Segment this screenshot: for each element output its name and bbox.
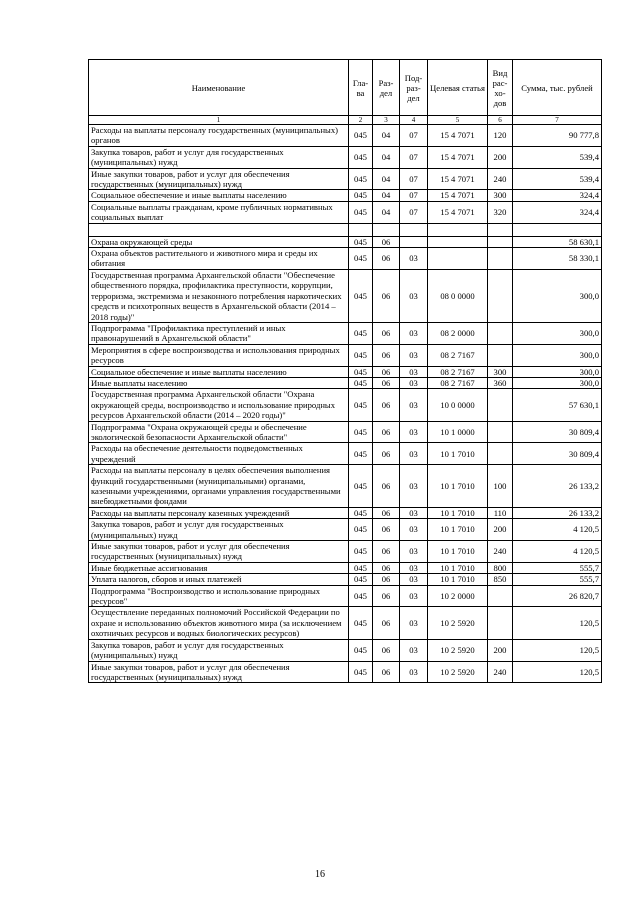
row-glava: 045 — [349, 585, 373, 607]
row-razdel: 06 — [373, 585, 400, 607]
row-statya — [428, 223, 488, 236]
row-razdel: 06 — [373, 366, 400, 377]
row-name: Иные выплаты населению — [89, 377, 349, 388]
row-glava: 045 — [349, 201, 373, 223]
row-sum: 324,4 — [513, 201, 602, 223]
row-name: Государственная программа Архангельской области "Охрана окружающей среды, воспроизводство и использование природных ресурсов Архангельской области (2014 – 2020 годы)" — [89, 389, 349, 421]
column-header-vid: Вид рас-хо-дов — [488, 60, 513, 116]
row-statya: 08 0 0000 — [428, 269, 488, 322]
row-statya — [428, 236, 488, 247]
row-vid: 200 — [488, 146, 513, 168]
row-vid: 360 — [488, 377, 513, 388]
row-razdel: 06 — [373, 507, 400, 518]
table-row — [89, 541, 602, 563]
column-number: 7 — [513, 116, 602, 125]
row-statya: 15 4 7071 — [428, 190, 488, 201]
row-sum: 30 809,4 — [513, 443, 602, 465]
row-vid: 200 — [488, 519, 513, 541]
row-razdel: 06 — [373, 236, 400, 247]
row-glava: 045 — [349, 607, 373, 639]
row-name: Расходы на выплаты персоналу в целях обеспечения выполнения функций государственными (муниципальными) органами, казенными учреждениями, органами управления государственными внебюджетными фондами — [89, 465, 349, 508]
row-podrazdel: 03 — [400, 389, 428, 421]
row-name — [89, 223, 349, 236]
row-glava: 045 — [349, 574, 373, 585]
row-podrazdel: 03 — [400, 639, 428, 661]
row-glava: 045 — [349, 389, 373, 421]
column-header-glava: Гла-ва — [349, 60, 373, 116]
table-row — [89, 344, 602, 366]
table-row — [89, 146, 602, 168]
column-header-statya: Целевая статья — [428, 60, 488, 116]
row-vid — [488, 585, 513, 607]
row-podrazdel: 03 — [400, 562, 428, 573]
row-vid — [488, 344, 513, 366]
row-statya: 10 1 7010 — [428, 519, 488, 541]
row-glava: 045 — [349, 366, 373, 377]
row-glava: 045 — [349, 190, 373, 201]
row-glava: 045 — [349, 322, 373, 344]
table-row — [89, 248, 602, 270]
row-statya: 15 4 7071 — [428, 201, 488, 223]
row-razdel: 06 — [373, 607, 400, 639]
row-glava: 045 — [349, 661, 373, 683]
row-sum: 30 809,4 — [513, 421, 602, 443]
row-razdel: 06 — [373, 465, 400, 508]
row-glava: 045 — [349, 377, 373, 388]
row-razdel: 06 — [373, 639, 400, 661]
row-name: Иные закупки товаров, работ и услуг для обеспечения государственных (муниципальных) нужд — [89, 168, 349, 190]
row-podrazdel: 03 — [400, 443, 428, 465]
row-glava: 045 — [349, 146, 373, 168]
row-sum: 300,0 — [513, 377, 602, 388]
row-vid — [488, 236, 513, 247]
row-sum: 58 330,1 — [513, 248, 602, 270]
row-razdel — [373, 223, 400, 236]
row-razdel: 06 — [373, 322, 400, 344]
row-statya: 10 1 0000 — [428, 421, 488, 443]
row-statya: 10 1 7010 — [428, 541, 488, 563]
row-statya: 10 1 7010 — [428, 507, 488, 518]
row-podrazdel: 03 — [400, 322, 428, 344]
row-statya: 15 4 7071 — [428, 146, 488, 168]
table-row — [89, 465, 602, 508]
row-glava: 045 — [349, 236, 373, 247]
row-name: Осуществление переданных полномочий Российской Федерации по охране и использованию объектов животного мира (за исключением охотничьих ресурсов и водных биологических ресурсов) — [89, 607, 349, 639]
row-name: Закупка товаров, работ и услуг для государственных (муниципальных) нужд — [89, 146, 349, 168]
row-statya: 08 2 0000 — [428, 322, 488, 344]
row-statya: 08 2 7167 — [428, 366, 488, 377]
row-sum: 90 777,8 — [513, 125, 602, 147]
row-statya: 08 2 7167 — [428, 344, 488, 366]
row-vid — [488, 421, 513, 443]
row-sum: 58 630,1 — [513, 236, 602, 247]
row-podrazdel: 07 — [400, 125, 428, 147]
table-body — [89, 125, 602, 683]
row-podrazdel: 03 — [400, 421, 428, 443]
row-vid: 850 — [488, 574, 513, 585]
row-podrazdel — [400, 223, 428, 236]
row-podrazdel: 03 — [400, 344, 428, 366]
row-sum: 539,4 — [513, 168, 602, 190]
row-name: Социальное обеспечение и иные выплаты населению — [89, 366, 349, 377]
row-sum — [513, 223, 602, 236]
row-name: Подпрограмма "Воспроизводство и использование природных ресурсов" — [89, 585, 349, 607]
row-name: Расходы на обеспечение деятельности подведомственных учреждений — [89, 443, 349, 465]
row-glava: 045 — [349, 562, 373, 573]
row-statya: 10 2 5920 — [428, 661, 488, 683]
row-sum: 300,0 — [513, 344, 602, 366]
row-name: Расходы на выплаты персоналу государственных (муниципальных) органов — [89, 125, 349, 147]
row-vid — [488, 248, 513, 270]
row-name: Иные закупки товаров, работ и услуг для обеспечения государственных (муниципальных) нужд — [89, 661, 349, 683]
row-podrazdel: 03 — [400, 607, 428, 639]
row-razdel: 06 — [373, 541, 400, 563]
row-razdel: 04 — [373, 146, 400, 168]
row-name: Социальное обеспечение и иные выплаты населению — [89, 190, 349, 201]
table-row — [89, 585, 602, 607]
column-header-razdel: Раз-дел — [373, 60, 400, 116]
row-vid: 120 — [488, 125, 513, 147]
row-vid — [488, 443, 513, 465]
row-statya: 10 0 0000 — [428, 389, 488, 421]
column-header-podrazdel: Под-раз-дел — [400, 60, 428, 116]
row-podrazdel: 03 — [400, 574, 428, 585]
row-name: Подпрограмма "Охрана окружающей среды и обеспечение экологической безопасности Архангельской области" — [89, 421, 349, 443]
row-name: Государственная программа Архангельской области "Обеспечение общественного порядка, профилактика преступности, коррупции, терроризма, экстремизма и незаконного потребления наркотических средств и психотропных веществ в Архангельской области (2014 – 2018 годы)" — [89, 269, 349, 322]
column-number: 4 — [400, 116, 428, 125]
table-row — [89, 125, 602, 147]
row-razdel: 06 — [373, 248, 400, 270]
row-vid — [488, 389, 513, 421]
row-sum: 300,0 — [513, 366, 602, 377]
table-row — [89, 366, 602, 377]
row-podrazdel: 03 — [400, 541, 428, 563]
table-row — [89, 639, 602, 661]
table-row — [89, 377, 602, 388]
row-glava: 045 — [349, 168, 373, 190]
row-razdel: 06 — [373, 562, 400, 573]
row-podrazdel: 07 — [400, 146, 428, 168]
row-razdel: 04 — [373, 125, 400, 147]
row-vid: 300 — [488, 366, 513, 377]
table-row — [89, 661, 602, 683]
row-razdel: 06 — [373, 574, 400, 585]
column-number: 5 — [428, 116, 488, 125]
table-row — [89, 168, 602, 190]
row-sum: 324,4 — [513, 190, 602, 201]
table-row — [89, 562, 602, 573]
row-razdel: 06 — [373, 269, 400, 322]
row-podrazdel: 07 — [400, 168, 428, 190]
table-row — [89, 607, 602, 639]
row-vid — [488, 322, 513, 344]
row-statya: 10 2 0000 — [428, 585, 488, 607]
row-glava: 045 — [349, 344, 373, 366]
column-number: 3 — [373, 116, 400, 125]
column-header-name: Наименование — [89, 60, 349, 116]
row-glava: 045 — [349, 443, 373, 465]
row-glava: 045 — [349, 541, 373, 563]
column-number: 6 — [488, 116, 513, 125]
row-vid: 200 — [488, 639, 513, 661]
row-podrazdel — [400, 236, 428, 247]
row-vid — [488, 269, 513, 322]
row-statya: 08 2 7167 — [428, 377, 488, 388]
table-row — [89, 190, 602, 201]
table-row — [89, 507, 602, 518]
row-vid — [488, 223, 513, 236]
row-sum: 300,0 — [513, 269, 602, 322]
page-number: 16 — [315, 869, 325, 880]
row-vid: 100 — [488, 465, 513, 508]
row-sum: 26 133,2 — [513, 507, 602, 518]
row-sum: 120,5 — [513, 607, 602, 639]
row-glava: 045 — [349, 639, 373, 661]
row-glava: 045 — [349, 269, 373, 322]
table-row — [89, 269, 602, 322]
row-glava: 045 — [349, 507, 373, 518]
row-sum: 4 120,5 — [513, 519, 602, 541]
row-vid: 800 — [488, 562, 513, 573]
row-statya: 15 4 7071 — [428, 168, 488, 190]
row-vid: 240 — [488, 661, 513, 683]
row-razdel: 04 — [373, 190, 400, 201]
row-name: Охрана окружающей среды — [89, 236, 349, 247]
row-glava: 045 — [349, 421, 373, 443]
row-sum: 555,7 — [513, 562, 602, 573]
row-vid: 240 — [488, 541, 513, 563]
table-row — [89, 443, 602, 465]
table-row — [89, 322, 602, 344]
row-name: Социальные выплаты гражданам, кроме публичных нормативных социальных выплат — [89, 201, 349, 223]
row-statya: 10 2 5920 — [428, 607, 488, 639]
row-statya: 10 1 7010 — [428, 443, 488, 465]
row-sum: 26 133,2 — [513, 465, 602, 508]
row-statya: 10 1 7010 — [428, 465, 488, 508]
row-statya: 10 1 7010 — [428, 574, 488, 585]
row-glava: 045 — [349, 519, 373, 541]
row-name: Мероприятия в сфере воспроизводства и использования природных ресурсов — [89, 344, 349, 366]
row-name: Иные бюджетные ассигнования — [89, 562, 349, 573]
row-razdel: 06 — [373, 389, 400, 421]
header-row — [89, 60, 602, 116]
row-name: Закупка товаров, работ и услуг для государственных (муниципальных) нужд — [89, 519, 349, 541]
row-name: Охрана объектов растительного и животного мира и среды их обитания — [89, 248, 349, 270]
row-vid — [488, 607, 513, 639]
row-podrazdel: 03 — [400, 585, 428, 607]
row-sum: 539,4 — [513, 146, 602, 168]
row-glava: 045 — [349, 465, 373, 508]
row-podrazdel: 03 — [400, 248, 428, 270]
row-vid: 300 — [488, 190, 513, 201]
row-podrazdel: 03 — [400, 519, 428, 541]
table-row — [89, 574, 602, 585]
row-sum: 26 820,7 — [513, 585, 602, 607]
row-glava — [349, 223, 373, 236]
row-glava: 045 — [349, 248, 373, 270]
table-row — [89, 201, 602, 223]
row-podrazdel: 07 — [400, 201, 428, 223]
row-podrazdel: 03 — [400, 661, 428, 683]
row-podrazdel: 03 — [400, 377, 428, 388]
row-sum: 555,7 — [513, 574, 602, 585]
row-statya — [428, 248, 488, 270]
column-number-row — [89, 116, 602, 125]
row-razdel: 06 — [373, 344, 400, 366]
row-razdel: 06 — [373, 377, 400, 388]
row-razdel: 06 — [373, 443, 400, 465]
row-podrazdel: 03 — [400, 269, 428, 322]
row-glava: 045 — [349, 125, 373, 147]
row-statya: 15 4 7071 — [428, 125, 488, 147]
row-sum: 300,0 — [513, 322, 602, 344]
table-row — [89, 519, 602, 541]
table-row — [89, 223, 602, 236]
row-podrazdel: 07 — [400, 190, 428, 201]
row-name: Подпрограмма "Профилактика преступлений и иных правонарушений в Архангельской области" — [89, 322, 349, 344]
row-razdel: 04 — [373, 168, 400, 190]
column-number: 1 — [89, 116, 349, 125]
row-sum: 120,5 — [513, 639, 602, 661]
row-vid: 320 — [488, 201, 513, 223]
row-name: Расходы на выплаты персоналу казенных учреждений — [89, 507, 349, 518]
row-sum: 57 630,1 — [513, 389, 602, 421]
row-name: Закупка товаров, работ и услуг для государственных (муниципальных) нужд — [89, 639, 349, 661]
row-podrazdel: 03 — [400, 465, 428, 508]
row-razdel: 06 — [373, 519, 400, 541]
row-statya: 10 1 7010 — [428, 562, 488, 573]
row-razdel: 06 — [373, 661, 400, 683]
row-name: Уплата налогов, сборов и иных платежей — [89, 574, 349, 585]
row-name: Иные закупки товаров, работ и услуг для обеспечения государственных (муниципальных) нужд — [89, 541, 349, 563]
table-row — [89, 389, 602, 421]
row-sum: 4 120,5 — [513, 541, 602, 563]
budget-table — [88, 59, 602, 683]
row-vid: 110 — [488, 507, 513, 518]
table-row — [89, 421, 602, 443]
table-row — [89, 236, 602, 247]
column-number: 2 — [349, 116, 373, 125]
row-podrazdel: 03 — [400, 366, 428, 377]
row-statya: 10 2 5920 — [428, 639, 488, 661]
row-sum: 120,5 — [513, 661, 602, 683]
row-vid: 240 — [488, 168, 513, 190]
row-podrazdel: 03 — [400, 507, 428, 518]
row-razdel: 06 — [373, 421, 400, 443]
row-razdel: 04 — [373, 201, 400, 223]
column-header-sum: Сумма, тыс. рублей — [513, 60, 602, 116]
